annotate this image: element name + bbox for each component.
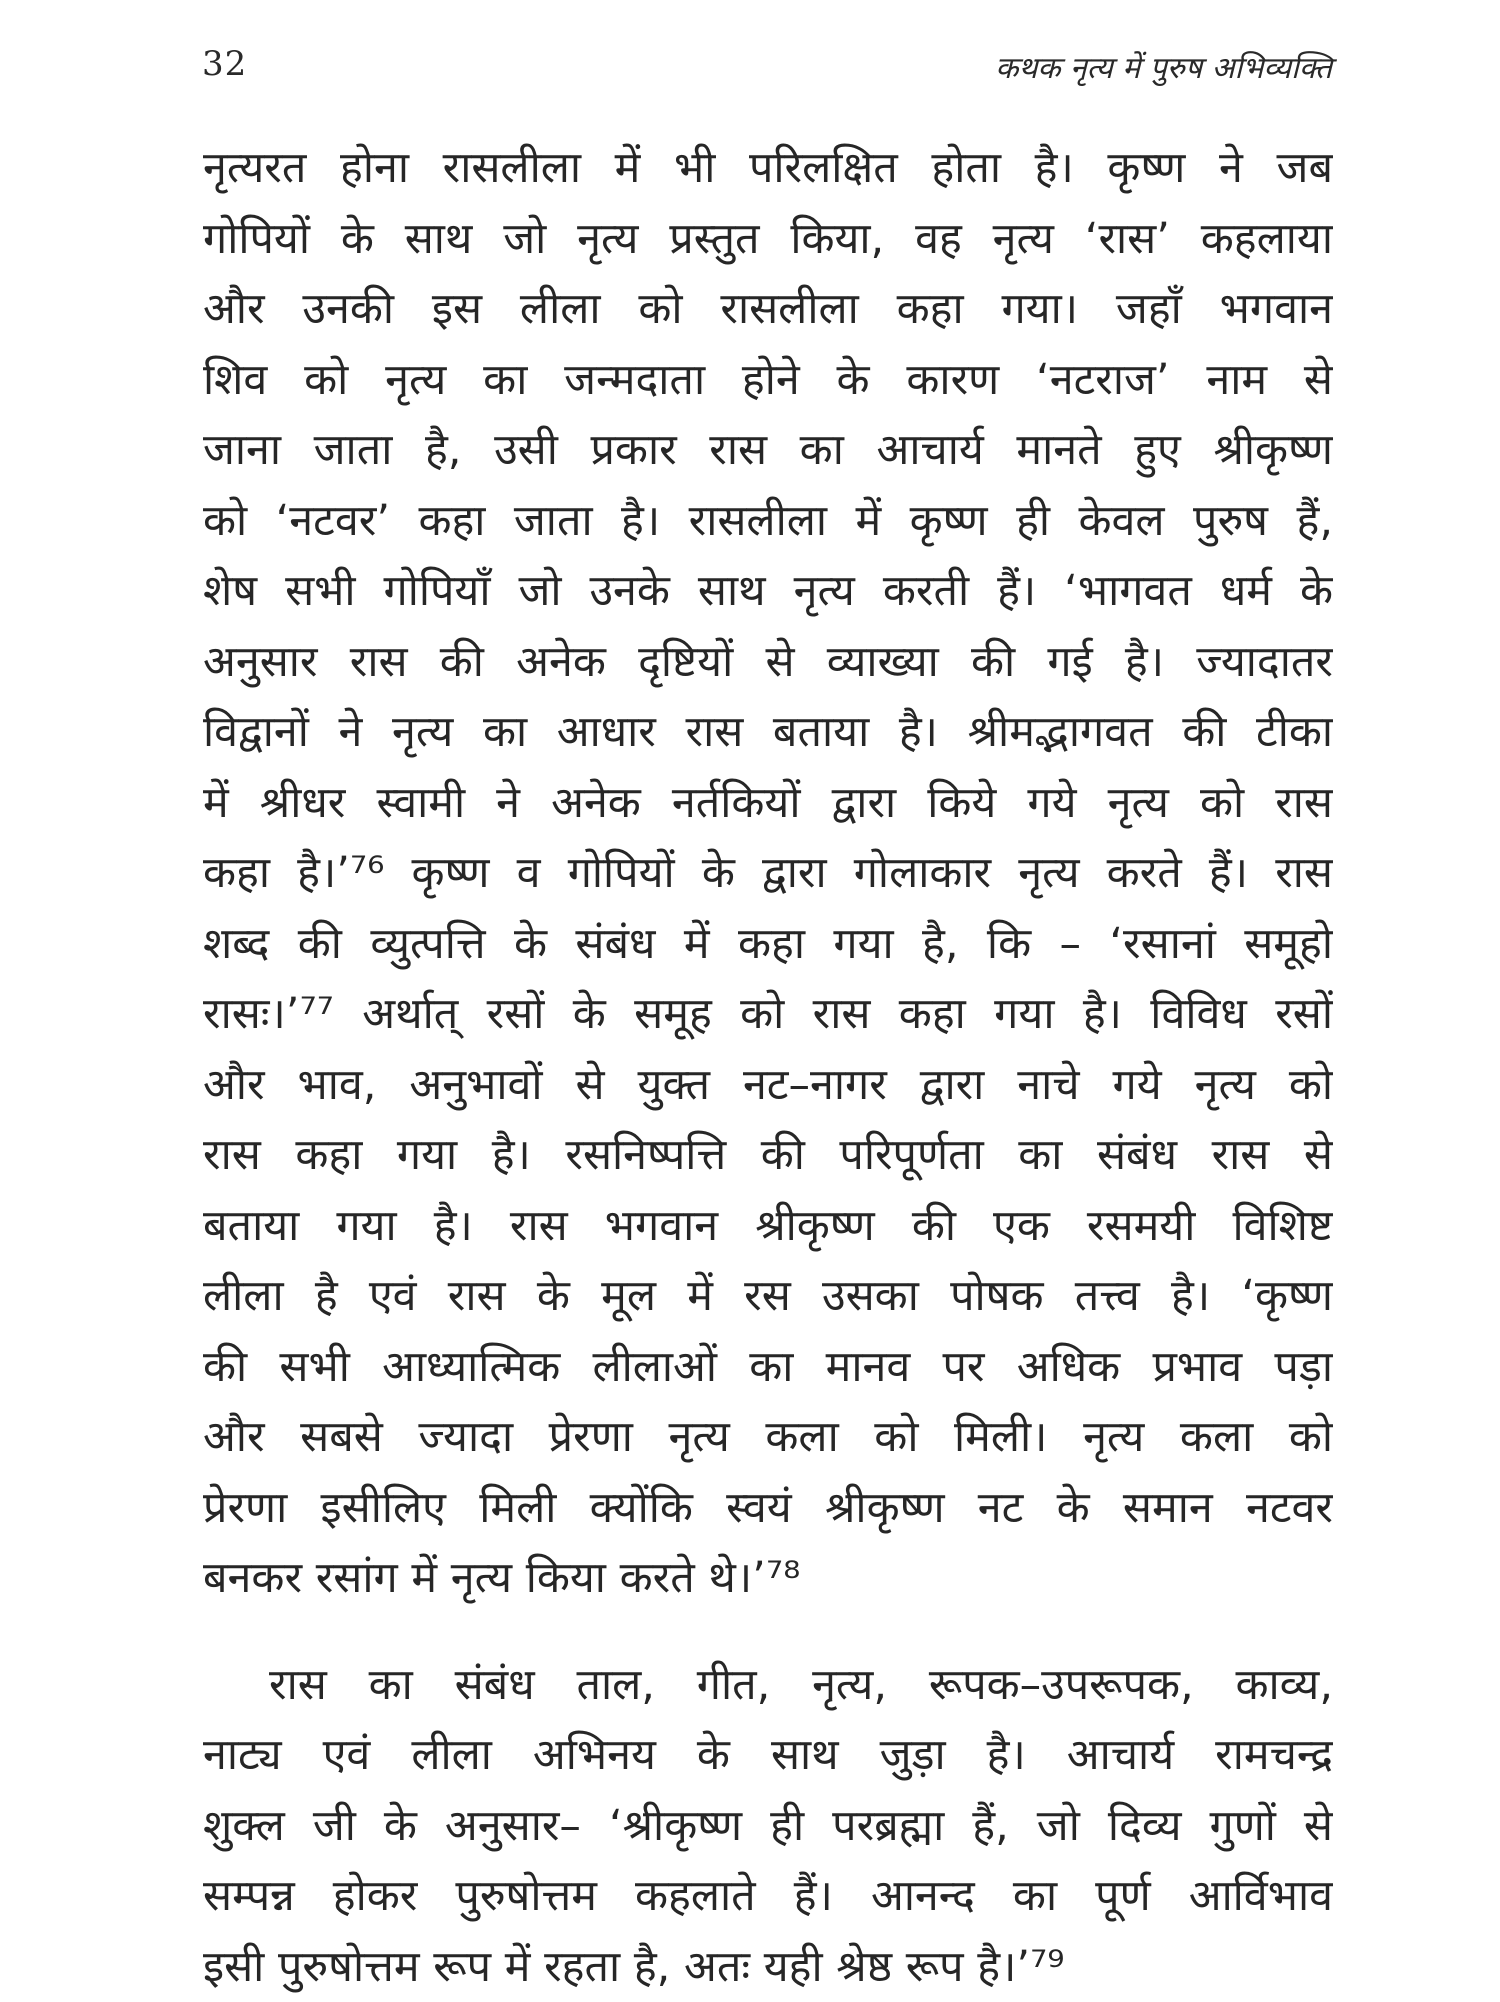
text-line: में श्रीधर स्वामी ने अनेक नर्तकियों द्वारा किये गये नृत्य को रास (203, 768, 1333, 839)
text-line: लीला है एवं रास के मूल में रस उसका पोषक तत्त्व है। ‘कृष्ण (203, 1261, 1333, 1332)
text-line: को ‘नटवर’ कहा जाता है। रासलीला में कृष्ण ही केवल पुरुष हैं, (203, 486, 1333, 557)
text-line: और सबसे ज्यादा प्रेरणा नृत्य कला को मिली। नृत्य कला को (203, 1402, 1333, 1473)
text-line: और भाव, अनुभावों से युक्त नट–नागर द्वारा नाचे गये नृत्य को (203, 1050, 1333, 1121)
text-line: बताया गया है। रास भगवान श्रीकृष्ण की एक रसमयी विशिष्ट (203, 1191, 1333, 1262)
paragraph-1 (203, 133, 1333, 1614)
paragraph-2 (203, 1650, 1333, 2002)
running-head: कथक नृत्य में पुरुष अभिव्यक्ति (995, 46, 1332, 87)
body-text (203, 133, 1333, 2002)
text-line: रास का संबंध ताल, गीत, नृत्य, रूपक–उपरूपक, काव्य, (203, 1650, 1333, 1721)
text-line: शब्द की व्युत्पत्ति के संबंध में कहा गया है, कि – ‘रसानां समूहो (203, 909, 1333, 980)
text-line: रास कहा गया है। रसनिष्पत्ति की परिपूर्णता का संबंध रास से (203, 1120, 1333, 1191)
text-line: बनकर रसांग में नृत्य किया करते थे।’⁷⁸ (203, 1543, 1333, 1614)
text-line: जाना जाता है, उसी प्रकार रास का आचार्य मानते हुए श्रीकृष्ण (203, 415, 1333, 486)
text-line: रासः।’⁷⁷ अर्थात् रसों के समूह को रास कहा गया है। विविध रसों (203, 979, 1333, 1050)
text-line: नृत्यरत होना रासलीला में भी परिलक्षित होता है। कृष्ण ने जब (203, 133, 1333, 204)
text-line: शेष सभी गोपियाँ जो उनके साथ नृत्य करती हैं। ‘भागवत धर्म के (203, 556, 1333, 627)
text-line: नाट्य एवं लीला अभिनय के साथ जुड़ा है। आचार्य रामचन्द्र (203, 1720, 1333, 1791)
text-line: कहा है।’⁷⁶ कृष्ण व गोपियों के द्वारा गोलाकार नृत्य करते हैं। रास (203, 838, 1333, 909)
text-line: और उनकी इस लीला को रासलीला कहा गया। जहाँ भगवान (203, 274, 1333, 345)
text-line: सम्पन्न होकर पुरुषोत्तम कहलाते हैं। आनन्द का पूर्ण आर्विभाव (203, 1861, 1333, 1932)
text-line: इसी पुरुषोत्तम रूप में रहता है, अतः यही श्रेष्ठ रूप है।’⁷⁹ (203, 1932, 1333, 2002)
text-line: शिव को नृत्य का जन्मदाता होने के कारण ‘नटराज’ नाम से (203, 345, 1333, 416)
text-line: विद्वानों ने नृत्य का आधार रास बताया है। श्रीमद्भागवत की टीका (203, 697, 1333, 768)
text-line: अनुसार रास की अनेक दृष्टियों से व्याख्या की गई है। ज्यादातर (203, 627, 1333, 698)
text-line: प्रेरणा इसीलिए मिली क्योंकि स्वयं श्रीकृष्ण नट के समान नटवर (203, 1473, 1333, 1544)
page-number: 32 (202, 44, 247, 84)
page-header (202, 44, 1332, 96)
text-line: गोपियों के साथ जो नृत्य प्रस्तुत किया, वह नृत्य ‘रास’ कहलाया (203, 204, 1333, 275)
text-line: शुक्ल जी के अनुसार– ‘श्रीकृष्ण ही परब्रह्मा हैं, जो दिव्य गुणों से (203, 1791, 1333, 1862)
text-line: की सभी आध्यात्मिक लीलाओं का मानव पर अधिक प्रभाव पड़ा (203, 1332, 1333, 1403)
paragraph-spacer (203, 1614, 1333, 1650)
